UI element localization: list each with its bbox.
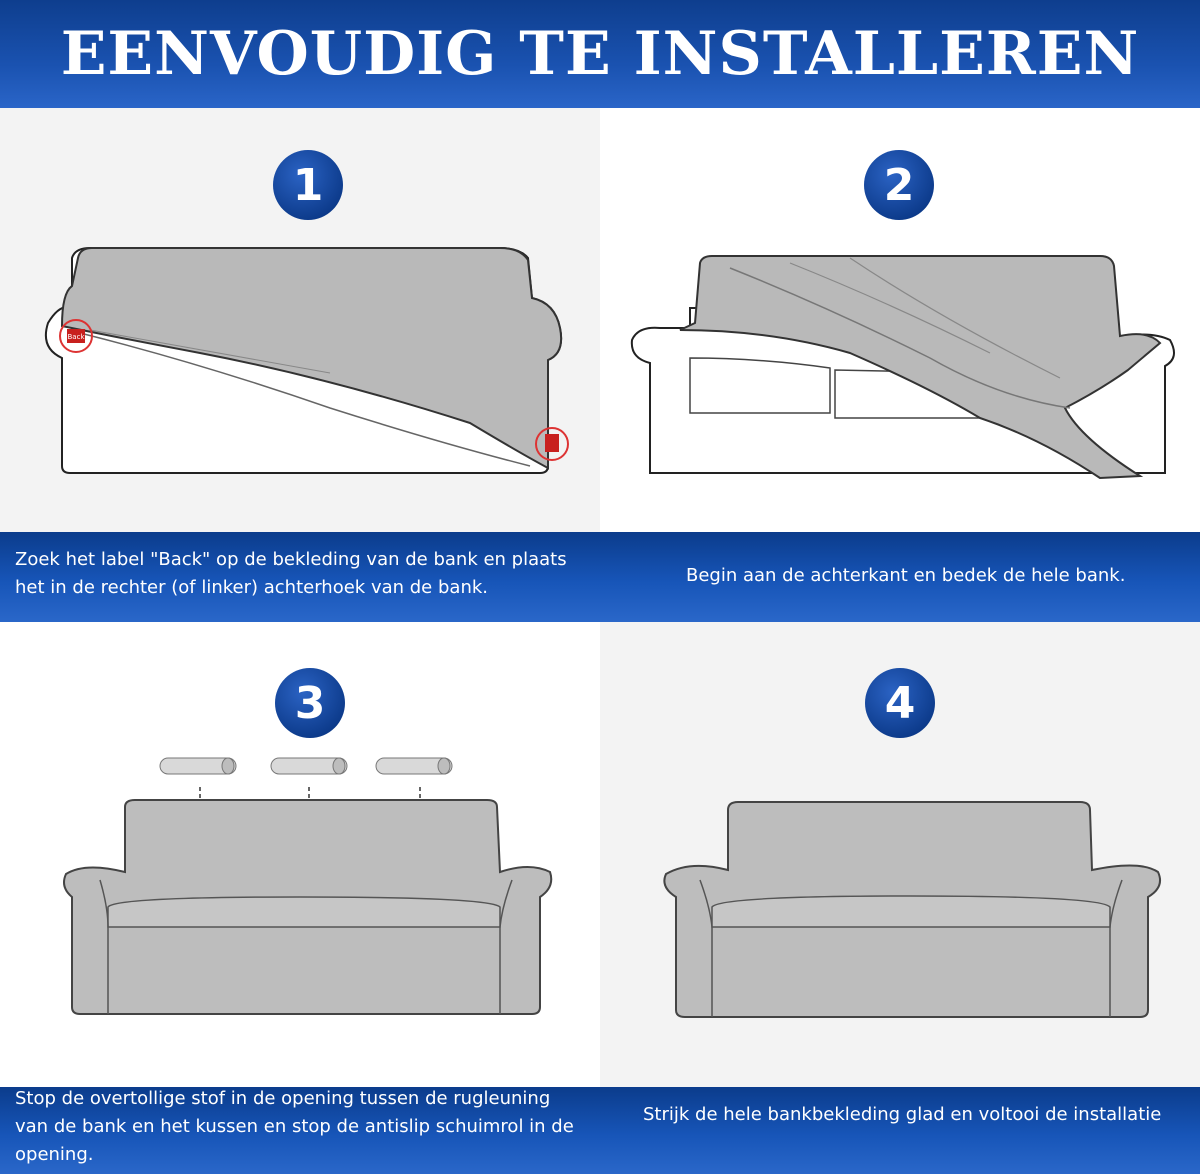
step-3-illustration [0,622,600,1087]
header-banner [0,0,1200,108]
step-2-number-badge: 2 [864,150,934,220]
foam-roll-icon [271,758,347,774]
foam-roll-icon [376,758,452,774]
back-tag-icon [545,434,559,452]
step-3-number-badge: 3 [275,668,345,738]
step-4-illustration [600,622,1200,1087]
step-4-number-badge: 4 [865,668,935,738]
step-1-illustration [0,108,600,532]
back-tag-label: Back [67,333,85,341]
step-1-number-badge: 1 [273,150,343,220]
step-2-panel [600,108,1200,532]
step-4-caption: Strijk de hele bankbekleding glad en voltooi de installatie [643,1104,1162,1125]
step-2-caption: Begin aan de achterkant en bedek de hele bank. [686,565,1126,586]
step-1-panel [0,108,600,532]
step-3-panel [0,622,600,1087]
page-title: EENVOUDIG TE INSTALLEREN [60,19,1140,89]
step-1-caption: Zoek het label "Back" op de bekleding van de bank en plaats het in de rechter (of linker) achterhoek van de bank. [15,549,567,598]
step-2-illustration [600,108,1200,532]
step-4-panel [600,622,1200,1087]
foam-roll-icon [160,758,236,774]
step-3-caption: Stop de overtollige stof in de opening tussen de rugleuning van de bank en het kussen en stop de antislip schuimrol in de opening. [15,1088,574,1165]
